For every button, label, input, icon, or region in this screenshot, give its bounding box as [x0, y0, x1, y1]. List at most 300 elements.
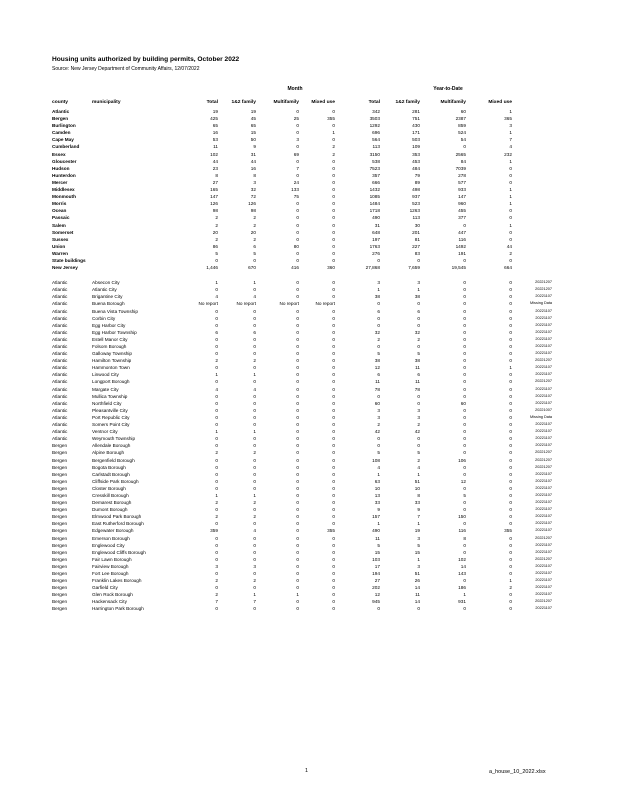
cell-ytd-mixed: 365	[504, 116, 512, 122]
cell-ytd-mixed: 0	[509, 500, 512, 506]
cell-ytd-mixed: 0	[509, 592, 512, 598]
cell-month-total: 11	[213, 144, 218, 150]
cell-county: Atlantic	[52, 407, 68, 413]
cell-month-total: 20	[212, 229, 218, 235]
cell-ytd-12family: 503	[412, 137, 420, 143]
cell-month-mixed: 0	[332, 215, 335, 221]
cell-ytd-multifamily: 0	[463, 436, 466, 442]
cell-month-multifamily: 0	[296, 222, 299, 228]
cell-month-12family: 1	[253, 592, 256, 598]
cell-ytd-multifamily: 455	[458, 208, 466, 214]
cell-county: Middlesex	[52, 187, 75, 193]
cell-month-mixed: 0	[332, 123, 335, 129]
cell-month-total: 3	[215, 563, 218, 569]
cell-month-mixed: 0	[332, 542, 335, 548]
cell-ytd-mixed: 2	[509, 585, 512, 591]
cell-month-multifamily: 3	[296, 137, 299, 143]
cell-county: Essex	[52, 151, 66, 157]
cell-month-total: 2	[215, 222, 218, 228]
cell-municipality: Longport Borough	[92, 379, 130, 385]
cell-ytd-12family: 5	[417, 351, 420, 357]
cell-ytd-12family: 0	[417, 393, 420, 399]
cell-county: Atlantic	[52, 109, 70, 114]
cell-month-total: 2	[215, 500, 218, 506]
cell-month-multifamily: 0	[296, 372, 299, 378]
cell-ytd-mixed: 0	[509, 322, 512, 328]
cell-ytd-total: 0	[377, 257, 380, 263]
cell-ytd-mixed: 0	[509, 436, 512, 442]
cell-report-date: 20221107	[535, 471, 552, 476]
cell-month-12family: 0	[253, 571, 256, 576]
cell-month-multifamily: 0	[296, 422, 299, 428]
cell-county: Bergen	[52, 514, 68, 520]
cell-month-mixed: 0	[332, 287, 335, 293]
municipality-row	[52, 350, 552, 357]
cell-month-mixed: 0	[332, 208, 335, 214]
cell-ytd-total: 0	[377, 315, 380, 321]
cell-municipality: Closter Borough	[92, 485, 126, 491]
cell-month-multifamily: 0	[296, 542, 299, 548]
cell-county: Atlantic	[52, 358, 68, 364]
cell-ytd-mixed: 1	[509, 201, 512, 207]
cell-month-12family: 0	[253, 507, 256, 513]
cell-month-12family: 0	[253, 436, 256, 442]
cell-ytd-12family: 5	[417, 450, 420, 456]
municipality-row	[52, 464, 552, 471]
cell-month-12family: 19	[250, 109, 256, 114]
cell-ytd-multifamily: 150	[458, 514, 466, 520]
cell-month-12family: 0	[253, 414, 256, 420]
cell-month-12family: 3	[253, 563, 256, 569]
cell-ytd-total: 42	[374, 429, 380, 435]
cell-ytd-total: 490	[372, 528, 380, 534]
cell-month-mixed: 0	[332, 393, 335, 399]
cell-ytd-12family: 1	[417, 287, 420, 293]
cell-ytd-mixed: 0	[509, 351, 512, 357]
cell-municipality: Somers Point City	[92, 422, 130, 428]
cell-ytd-12family: 0	[417, 344, 420, 349]
county-row	[52, 129, 522, 136]
cell-report-date: 20221107	[535, 443, 552, 448]
cell-ytd-total: 12	[374, 365, 380, 371]
cell-month-total: 98	[212, 208, 218, 214]
cell-month-total: 0	[215, 471, 218, 477]
cell-month-multifamily: 0	[296, 287, 299, 293]
cell-month-multifamily: 0	[296, 507, 299, 513]
cell-county: Atlantic	[52, 422, 68, 428]
cell-county: Bergen	[52, 542, 68, 548]
cell-month-multifamily: No report	[279, 301, 299, 307]
cell-ytd-mixed: 0	[509, 393, 512, 399]
cell-ytd-multifamily: 54	[460, 137, 466, 143]
cell-month-multifamily: 0	[296, 400, 299, 406]
cell-municipality: Buena Borough	[92, 301, 125, 307]
cell-ytd-multifamily: 0	[463, 329, 466, 335]
cell-ytd-multifamily: 5	[463, 492, 466, 498]
cell-county: Atlantic	[52, 351, 68, 357]
cell-month-total: 0	[215, 365, 218, 371]
cell-month-mixed: 0	[332, 599, 335, 605]
cell-month-12family: 31	[250, 151, 256, 157]
cell-month-total: 0	[215, 542, 218, 548]
cell-month-multifamily: 0	[296, 492, 299, 498]
column-header-row	[52, 100, 522, 108]
cell-month-mixed: 0	[332, 436, 335, 442]
cell-ytd-multifamily: 0	[463, 464, 466, 470]
cell-ytd-total: 78	[374, 386, 380, 392]
cell-ytd-mixed: 0	[509, 386, 512, 392]
cell-month-total: 1	[215, 280, 218, 286]
cell-report-date: 20221207	[535, 464, 552, 469]
cell-month-multifamily: 0	[296, 294, 299, 300]
cell-month-12family: 0	[253, 287, 256, 293]
cell-ytd-12family: 2	[417, 457, 420, 463]
cell-ytd-multifamily: 0	[463, 351, 466, 357]
cell-ytd-total: 0	[377, 606, 380, 612]
municipality-row	[52, 357, 552, 364]
cell-ytd-total: 194	[372, 571, 380, 576]
cell-ytd-12family: 430	[412, 123, 420, 129]
cell-month-12family: 15	[250, 130, 256, 136]
cell-month-multifamily: 0	[296, 450, 299, 456]
cell-ytd-12family: 0	[417, 257, 420, 263]
cell-month-12family: 4	[253, 294, 256, 300]
cell-month-multifamily: 0	[296, 322, 299, 328]
cell-ytd-total: 38	[374, 294, 380, 300]
cell-municipality: Linwood City	[92, 372, 119, 378]
cell-month-multifamily: 0	[296, 407, 299, 413]
cell-month-total: 0	[215, 315, 218, 321]
cell-month-multifamily: 24	[293, 179, 299, 185]
cell-ytd-total: 3	[377, 280, 380, 286]
cell-ytd-mixed: 0	[509, 358, 512, 364]
cell-ytd-total: 0	[377, 436, 380, 442]
cell-ytd-total: 17	[374, 563, 380, 569]
cell-ytd-12family: 78	[414, 386, 420, 392]
cell-county: Atlantic	[52, 400, 68, 406]
cell-ytd-total: 696	[372, 130, 380, 136]
cell-month-mixed: 0	[332, 535, 335, 541]
cell-month-multifamily: 0	[296, 521, 299, 527]
municipality-row	[52, 577, 552, 584]
cell-county: Warren	[52, 250, 68, 256]
cell-ytd-12family: 33	[414, 500, 420, 506]
cell-ytd-total: 10	[374, 485, 380, 491]
cell-month-12family: 1	[253, 280, 256, 286]
cell-month-12family: 0	[253, 485, 256, 491]
cell-report-date: 20221207	[535, 379, 552, 384]
county-row	[52, 257, 522, 264]
municipality-row	[52, 605, 552, 612]
cell-month-total: 0	[215, 257, 218, 263]
cell-ytd-mixed: 0	[509, 599, 512, 605]
cell-month-total: 0	[215, 287, 218, 293]
cell-ytd-mixed: 0	[509, 414, 512, 420]
cell-month-12family: 0	[253, 407, 256, 413]
cell-ytd-12family: 113	[412, 215, 420, 221]
cell-month-multifamily: 0	[296, 386, 299, 392]
cell-ytd-total: 63	[374, 478, 380, 484]
cell-month-mixed: 0	[332, 322, 335, 328]
cell-county: Gloucester	[52, 158, 77, 164]
cell-ytd-mixed: 0	[509, 229, 512, 235]
cell-county: Atlantic	[52, 379, 68, 385]
cell-month-total: 65	[212, 123, 218, 129]
cell-county: Bergen	[52, 500, 68, 506]
cell-ytd-total: 113	[372, 144, 380, 150]
cell-ytd-multifamily: 0	[463, 358, 466, 364]
cell-ytd-multifamily: 0	[463, 315, 466, 321]
cell-county: Atlantic	[52, 365, 68, 371]
cell-ytd-multifamily: 60	[460, 400, 466, 406]
cell-ytd-multifamily: 0	[463, 322, 466, 328]
cell-county: Bergen	[52, 471, 68, 477]
cell-ytd-multifamily: 960	[458, 201, 466, 207]
municipality-row	[52, 386, 552, 393]
cell-month-mixed: 0	[332, 158, 335, 164]
cell-ytd-mixed: 0	[509, 301, 512, 307]
cell-ytd-total: 3503	[369, 116, 380, 122]
cell-month-total: 2	[215, 215, 218, 221]
cell-month-multifamily: 0	[296, 250, 299, 256]
cell-ytd-multifamily: 447	[458, 229, 466, 235]
cell-month-12family: 9	[253, 144, 256, 150]
cell-month-mixed: 2	[332, 144, 335, 150]
cell-ytd-mixed: 0	[509, 329, 512, 335]
cell-month-total: 0	[215, 464, 218, 470]
cell-month-multifamily: 0	[296, 556, 299, 562]
cell-municipality: Estell Manor City	[92, 336, 128, 342]
cell-ytd-total: 1	[377, 521, 380, 527]
county-row	[52, 186, 522, 193]
municipality-row	[52, 435, 552, 442]
cell-month-total: 6	[215, 329, 218, 335]
cell-ytd-mixed: 0	[509, 457, 512, 463]
cell-month-12family: No report	[236, 301, 256, 307]
cell-ytd-total: 4	[377, 464, 380, 470]
cell-month-total: 44	[212, 158, 218, 164]
cell-month-mixed: 0	[332, 329, 335, 335]
cell-ytd-12family: 0	[417, 400, 420, 406]
cell-ytd-multifamily: 377	[458, 215, 466, 221]
cell-ytd-multifamily: 0	[463, 485, 466, 491]
cell-county: Union	[52, 243, 66, 249]
cell-month-12family: 0	[253, 351, 256, 357]
cell-month-12family: 2	[253, 222, 256, 228]
cell-month-multifamily: 0	[296, 365, 299, 371]
cell-ytd-total: 342	[372, 109, 380, 114]
county-row	[52, 122, 522, 129]
cell-report-date: 20221107	[535, 365, 552, 370]
cell-municipality: Margate City	[92, 386, 119, 392]
cell-municipality: Elmwood Park Borough	[92, 514, 142, 520]
cell-month-mixed: 0	[332, 592, 335, 598]
cell-ytd-mixed: 1	[509, 578, 512, 584]
cell-county: Ocean	[52, 208, 67, 214]
cell-ytd-total: 945	[372, 599, 380, 605]
cell-ytd-total: 1484	[369, 201, 380, 207]
cell-month-12family: 0	[253, 471, 256, 477]
cell-ytd-mixed: 0	[509, 294, 512, 300]
cell-county: Bergen	[52, 556, 68, 562]
cell-ytd-total: 15	[374, 549, 380, 555]
cell-municipality: Fort Lee Borough	[92, 571, 129, 576]
cell-ytd-12family: 14	[414, 585, 420, 591]
cell-month-mixed: 0	[332, 109, 335, 114]
group-header-ytd: Year-to-Date	[433, 86, 463, 92]
cell-ytd-total: 5	[377, 450, 380, 456]
cell-month-mixed: 0	[332, 201, 335, 207]
cell-ytd-12family: 4	[417, 464, 420, 470]
cell-ytd-multifamily: 0	[463, 578, 466, 584]
cell-report-date: 20221107	[535, 592, 552, 597]
cell-municipality: Garfield City	[92, 585, 118, 591]
cell-ytd-mixed: 0	[509, 563, 512, 569]
cell-ytd-mixed: 0	[509, 379, 512, 385]
cell-ytd-12family: 8	[417, 492, 420, 498]
cell-report-date: 20221107	[535, 521, 552, 526]
cell-ytd-total: 1085	[369, 194, 380, 200]
cell-month-mixed: 0	[332, 606, 335, 612]
cell-ytd-12family: 937	[412, 194, 420, 200]
cell-county: Monmouth	[52, 194, 76, 200]
cell-month-total: 4	[215, 294, 218, 300]
cell-month-mixed: 0	[332, 257, 335, 263]
cell-month-multifamily: 0	[296, 578, 299, 584]
cell-ytd-12family: 51	[414, 571, 420, 576]
municipality-row	[52, 329, 552, 336]
cell-month-12family: 0	[253, 542, 256, 548]
cell-ytd-multifamily: 577	[458, 179, 466, 185]
municipality-row	[52, 506, 552, 513]
cell-ytd-mixed: 0	[509, 236, 512, 242]
cell-month-total: 0	[215, 436, 218, 442]
cell-month-12family: 0	[253, 422, 256, 428]
cell-month-mixed: 0	[332, 372, 335, 378]
municipality-row	[52, 584, 552, 591]
cell-month-multifamily: 0	[296, 563, 299, 569]
municipality-row	[52, 513, 552, 520]
cell-ytd-mixed: 0	[509, 443, 512, 449]
cell-ytd-mixed: 664	[504, 265, 512, 271]
cell-report-date: 20221107	[535, 336, 552, 341]
cell-ytd-mixed: 0	[509, 257, 512, 263]
cell-ytd-multifamily: 0	[463, 507, 466, 513]
cell-month-mixed: 2	[332, 151, 335, 157]
municipality-row	[52, 549, 552, 556]
cell-report-date: 20221107	[535, 386, 552, 391]
cell-month-mixed: 0	[332, 571, 335, 576]
cell-month-multifamily: 0	[296, 478, 299, 484]
cell-ytd-total: 2	[377, 336, 380, 342]
cell-ytd-12family: 79	[414, 172, 420, 178]
cell-month-total: 0	[215, 535, 218, 541]
cell-county: Passaic	[52, 215, 70, 221]
cell-month-multifamily: 0	[296, 436, 299, 442]
cell-ytd-multifamily: 0	[463, 443, 466, 449]
cell-ytd-total: 0	[377, 443, 380, 449]
cell-ytd-multifamily: 0	[463, 144, 466, 150]
cell-month-multifamily: 0	[296, 485, 299, 491]
cell-ytd-total: 0	[377, 301, 380, 307]
cell-ytd-mixed: 0	[509, 492, 512, 498]
cell-month-mixed: 0	[332, 471, 335, 477]
county-row	[52, 143, 522, 150]
cell-ytd-12family: 0	[417, 301, 420, 307]
cell-month-12family: 0	[253, 478, 256, 484]
cell-county: Atlantic	[52, 344, 68, 349]
cell-ytd-total: 31	[374, 222, 380, 228]
municipality-row	[52, 421, 552, 428]
municipality-row	[52, 279, 552, 286]
report-source: Source: New Jersey Department of Community Affairs, 12/07/2022	[52, 66, 200, 72]
cell-ytd-12family: 3	[417, 407, 420, 413]
cell-month-total: 8	[215, 172, 218, 178]
cell-ytd-total: 2	[377, 422, 380, 428]
cell-month-total: 2	[215, 236, 218, 242]
cell-month-12family: 65	[250, 123, 256, 129]
cell-month-multifamily: 0	[296, 457, 299, 463]
cell-month-12family: 3	[253, 179, 256, 185]
cell-month-mixed: 0	[332, 243, 335, 249]
cell-ytd-mixed: 0	[509, 478, 512, 484]
cell-ytd-12family: 3	[417, 535, 420, 541]
cell-month-multifamily: 0	[296, 443, 299, 449]
cell-ytd-12family: 7	[417, 514, 420, 520]
cell-month-12family: 0	[253, 393, 256, 399]
cell-ytd-mixed: 0	[509, 172, 512, 178]
cell-county: Mercer	[52, 179, 68, 185]
cell-month-12family: 44	[250, 158, 256, 164]
cell-month-multifamily: 0	[296, 344, 299, 349]
cell-ytd-12family: 51	[414, 478, 420, 484]
municipality-row	[52, 499, 552, 506]
cell-municipality: Brigantine City	[92, 294, 123, 300]
cell-month-total: 16	[212, 130, 218, 136]
municipality-row	[52, 371, 552, 378]
cell-month-multifamily: 80	[293, 243, 299, 249]
cell-month-12family: 0	[253, 443, 256, 449]
cell-county: Bergen	[52, 585, 68, 591]
cell-ytd-12family: 201	[412, 229, 420, 235]
cell-county: Atlantic	[52, 372, 68, 378]
cell-ytd-12family: 523	[412, 201, 420, 207]
municipality-row	[52, 393, 552, 400]
cell-ytd-total: 7523	[369, 165, 380, 171]
cell-ytd-total: 33	[374, 500, 380, 506]
cell-county: Atlantic	[52, 429, 68, 435]
col-month-multifamily: Multifamily	[273, 100, 299, 105]
cell-month-total: 0	[215, 422, 218, 428]
cell-ytd-total: 38	[374, 358, 380, 364]
cell-month-multifamily: 0	[296, 379, 299, 385]
cell-ytd-mixed: 0	[509, 215, 512, 221]
cell-ytd-multifamily: 0	[463, 450, 466, 456]
cell-ytd-total: 3150	[369, 151, 380, 157]
municipality-row	[52, 336, 552, 343]
cell-ytd-total: 1	[377, 471, 380, 477]
cell-county: Atlantic	[52, 322, 68, 328]
cell-report-date: 20221107	[535, 422, 552, 427]
cell-ytd-12family: 0	[417, 436, 420, 442]
cell-month-12family: 0	[253, 379, 256, 385]
cell-ytd-mixed: 0	[509, 471, 512, 477]
cell-ytd-total: 1718	[369, 208, 380, 214]
cell-ytd-multifamily: 0	[463, 521, 466, 527]
municipality-row	[52, 315, 552, 322]
cell-month-total: 0	[215, 308, 218, 314]
col-month-mixed: Mixed use	[311, 100, 335, 105]
